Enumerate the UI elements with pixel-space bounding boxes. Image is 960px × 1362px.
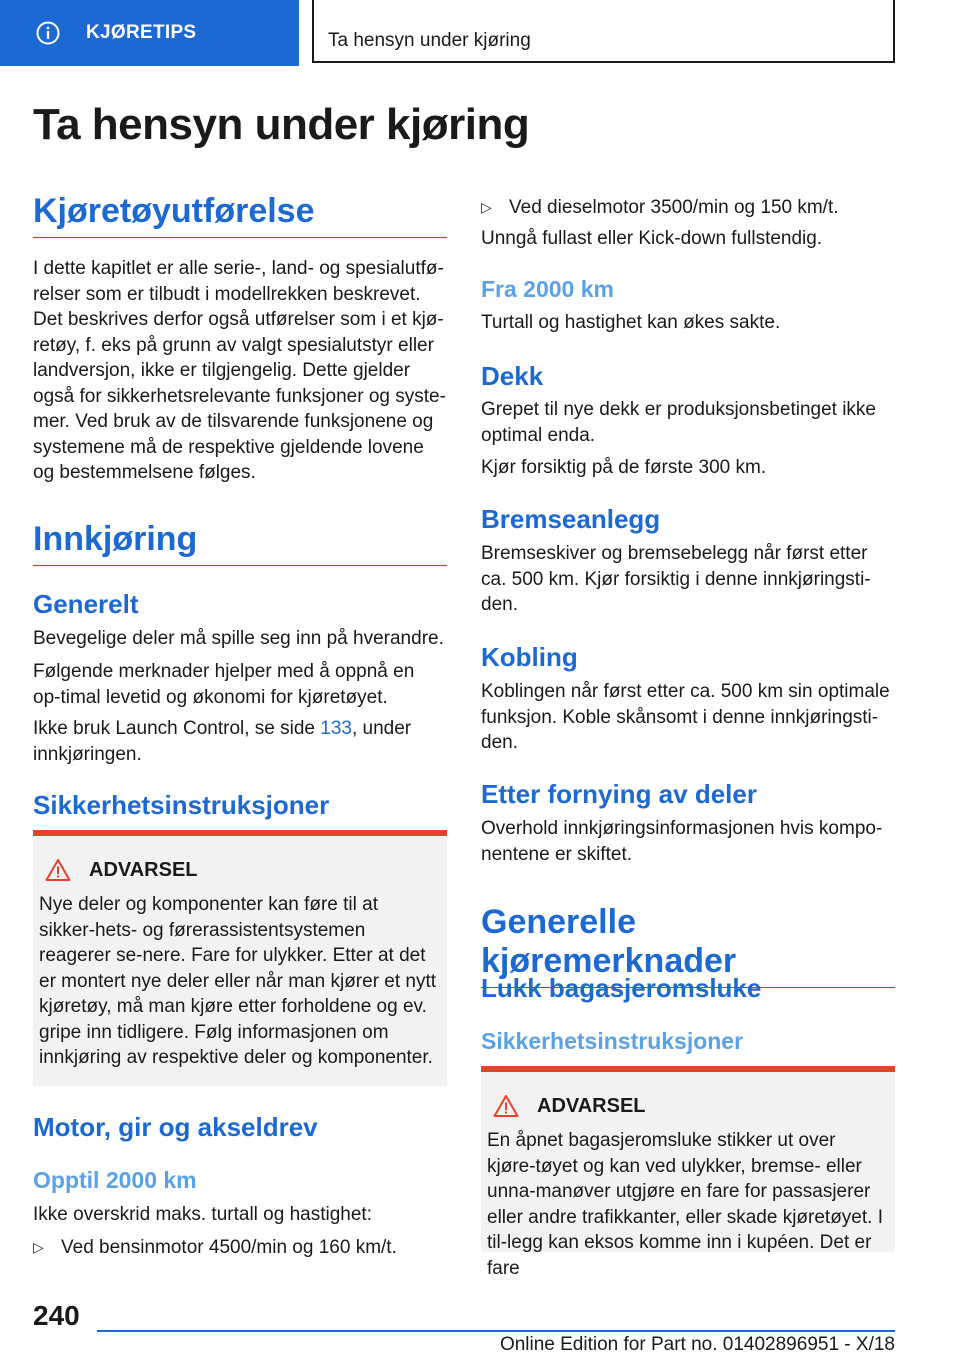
brakes-text: Bremseskiver og bremsebelegg når først etter ca. 500 km. Kjør forsiktig i denne innkjøringsti-den. [481,543,871,615]
heading-tyres: Dekk [481,361,544,391]
parts-renewal-text: Overhold innkjøringsinformasjonen hvis kompo-nentene er skiftet. [481,818,883,865]
clutch-text: Koblingen når først etter ca. 500 km sin optimale funksjon. Koble skånsomt i denne innkjøringsti-den. [481,681,890,753]
heading-safety-instructions: Sikkerhetsinstruksjoner [33,790,330,820]
from-2000-text: Turtall og hastighet kan økes sakte. [481,312,781,333]
warning-box-tailgate [481,1066,895,1279]
page-number: 240 [33,1300,80,1331]
info-icon [36,21,60,45]
general-paragraph-3-before: Ikke bruk Launch Control, se side [33,718,321,739]
heading-general: Generelt [33,589,139,619]
page-title: Ta hensyn under kjøring [33,100,530,149]
warning-label: ADVARSEL [89,858,198,881]
heading-engine-gear-axle: Motor, gir og akseldrev [33,1112,318,1142]
general-paragraph-1: Bevegelige deler må spille seg inn på hverandre. [33,628,444,649]
heading-from-2000-km: Fra 2000 km [481,276,614,302]
warning-header [45,858,198,882]
page-reference-link[interactable]: 133 [320,718,352,739]
tyres-paragraph-2: Kjør forsiktig på de første 300 km. [481,457,767,478]
heading-clutch: Kobling [481,642,578,672]
vehicle-version-text: I dette kapitlet er alle serie-, land- og spesialutfø-relser som er tilbudt i modellrekken beskrevet. Det beskrives derfor også utførelser som i et kjø-retøy, f. eks på grunn av valgt spesialutstyr eller landversjon, ikke er tilgjengelig. Dette gjelder også for sikkerhetsrelevante funksjoner og syste-mer. Ved bruk av de tilsvarende funksjonene og systemene må de respektive gjeldende lovene og bestemmelsene følges. [33,258,446,483]
header-section-tab [0,0,299,66]
bullet-petrol-engine: ▷ Ved bensinmotor 4500/min og 160 km/t. [33,1235,447,1261]
avoid-full-load-text: Unngå fullast eller Kick-down fullstendig. [481,228,823,249]
heading-up-to-2000-km: Opptil 2000 km [33,1167,197,1193]
general-paragraph-2: Følgende merknader hjelper med å oppnå en op-timal levetid og økonomi for kjøretøyet. [33,661,415,708]
warning-box [33,830,447,1086]
warning-triangle-icon [493,1094,519,1118]
heading-safety-instructions-right: Sikkerhetsinstruksjoner [481,1028,744,1054]
warning-label-tailgate: ADVARSEL [537,1094,646,1117]
footer-edition: Online Edition for Part no. 01402896951 - X/18 [499,1334,895,1355]
heading-brakes: Bremseanlegg [481,504,661,534]
general-paragraph-3-after: , under innkjøringen. [33,718,412,765]
warning-text-tailgate: En åpnet bagasjeromsluke stikker ut over kjøre-tøyet og kan ved ulykker, bremse- eller unna-manøver utgjøre en fare for passasjerer eller andre trafikkanter, eller skade kjøretøyet. I til-legg kan eksos komme inn i kupéen. Det er fare [487,1130,883,1279]
heading-general-driving-notes: Generelle kjøremerknader [481,903,895,988]
header-chapter-title: Ta hensyn under kjøring [328,30,531,51]
warning-text: Nye deler og komponenter kan føre til at sikker-hets- og førerassistentsystemen reagerer se-nere. Fare for ulykker. Etter at det er montert nye deler eller når man kjører et nytt kjøretøy, må man kjøre etter forholdene og ev. gripe inn tidligere. Følg informasjonen om innkjøring av respektive deler og komponenter. [39,894,437,1068]
heading-vehicle-version: Kjøretøyutførelse [33,192,447,238]
warning-triangle-icon [45,858,71,882]
general-paragraph-3 [33,716,447,767]
heading-break-in: Innkjøring [33,520,447,566]
up-to-text: Ikke overskrid maks. turtall og hastighet: [33,1204,372,1225]
heading-after-parts-renewal: Etter fornying av deler [481,779,757,809]
tyres-paragraph-1: Grepet til nye dekk er produksjonsbetinget ikke optimal enda. [481,399,876,446]
footer-rule [97,1330,895,1332]
header-section-title: KJØRETIPS [86,22,197,43]
warning-header-tailgate [493,1094,646,1118]
bullet-diesel-engine: ▷ Ved dieselmotor 3500/min og 150 km/t. [481,195,895,221]
header-chapter-box [312,0,895,63]
heading-close-tailgate: Lukk bagasjeromsluke [481,973,762,1003]
